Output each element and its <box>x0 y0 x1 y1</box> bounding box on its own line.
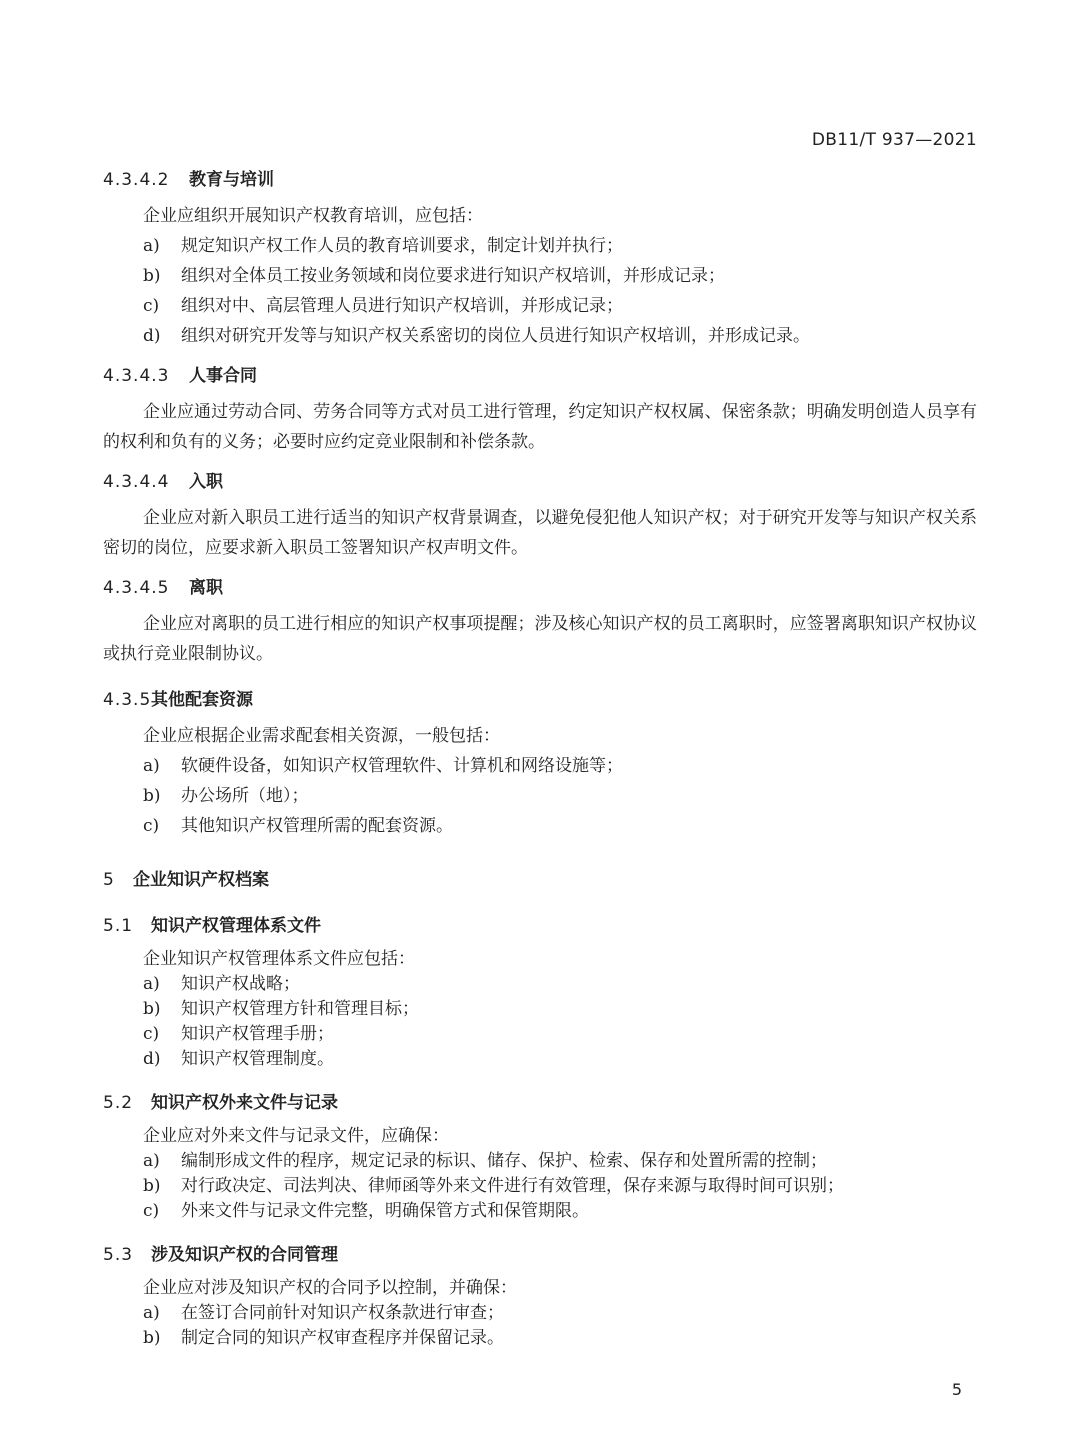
section-number: 4.3.4.5 <box>103 578 170 598</box>
list-marker: a) <box>143 236 160 256</box>
section-number: 4.3.5 <box>103 690 152 710</box>
section-title: 企业知识产权档案 <box>133 870 269 890</box>
list-item <box>103 231 977 261</box>
list-item <box>103 781 977 811</box>
list-item-text: 编制形成文件的程序，规定记录的标识、储存、保护、检索、保存和处置所需的控制； <box>181 1151 827 1171</box>
list-marker: b) <box>143 1328 161 1348</box>
list-marker: a) <box>143 1303 160 1323</box>
list-item <box>103 751 977 781</box>
section <box>103 361 977 457</box>
section-number: 4.3.4.3 <box>103 366 170 386</box>
section-heading <box>103 1088 977 1118</box>
section <box>103 1240 977 1351</box>
list-intro: 企业应根据企业需求配套相关资源，一般包括： <box>143 726 500 746</box>
list-marker: d) <box>143 1049 161 1069</box>
section <box>103 865 977 895</box>
section-title: 教育与培训 <box>189 170 274 190</box>
list-marker: b) <box>143 999 161 1019</box>
list-intro: 企业应对涉及知识产权的合同予以控制，并确保： <box>143 1278 517 1298</box>
section-heading <box>103 865 977 895</box>
list-marker: c) <box>143 816 160 836</box>
section-heading <box>103 685 977 715</box>
section-number: 4.3.4.4 <box>103 472 170 492</box>
list-marker: d) <box>143 326 161 346</box>
list-intro: 企业应组织开展知识产权教育培训，应包括： <box>143 206 483 226</box>
list-marker: a) <box>143 974 160 994</box>
section-title: 知识产权管理体系文件 <box>151 916 321 936</box>
list-item <box>103 1149 977 1174</box>
list-marker: a) <box>143 1151 160 1171</box>
page-number: 5 <box>951 1380 962 1399</box>
list-item-text: 其他知识产权管理所需的配套资源。 <box>181 816 453 836</box>
list-item-text: 对行政决定、司法判决、律师函等外来文件进行有效管理，保存来源与取得时间可识别； <box>181 1176 844 1196</box>
list-marker: b) <box>143 266 161 286</box>
list-item <box>103 321 977 351</box>
list-marker: c) <box>143 296 160 316</box>
section-number: 5 <box>103 870 115 890</box>
section <box>103 165 977 351</box>
list-marker: c) <box>143 1024 160 1044</box>
section-title: 离职 <box>189 578 223 598</box>
list-item-text: 软硬件设备，如知识产权管理软件、计算机和网络设施等； <box>181 756 623 776</box>
section-heading <box>103 467 977 497</box>
section-number: 4.3.4.2 <box>103 170 170 190</box>
list-item-text: 知识产权管理手册； <box>181 1024 334 1044</box>
list-item-text: 制定合同的知识产权审查程序并保留记录。 <box>181 1328 504 1348</box>
paragraph: 企业应对新入职员工进行适当的知识产权背景调查，以避免侵犯他人知识产权；对于研究开发等与知识产权关系密切的岗位，应要求新入职员工签署知识产权声明文件。 <box>103 508 977 558</box>
paragraph: 企业应通过劳动合同、劳务合同等方式对员工进行管理，约定知识产权权属、保密条款；明确发明创造人员享有的权利和负有的义务；必要时应约定竞业限制和补偿条款。 <box>103 402 977 452</box>
section-heading <box>103 1240 977 1270</box>
list-item <box>103 1022 977 1047</box>
section <box>103 1088 977 1224</box>
list-item <box>103 972 977 997</box>
list-item <box>103 1047 977 1072</box>
list-item <box>103 811 977 841</box>
section <box>103 911 977 1072</box>
list-marker: c) <box>143 1201 160 1221</box>
list-item <box>103 261 977 291</box>
list-item-text: 知识产权管理方针和管理目标； <box>181 999 419 1019</box>
list-item-text: 组织对全体员工按业务领域和岗位要求进行知识产权培训，并形成记录； <box>181 266 725 286</box>
paragraph: 企业应对离职的员工进行相应的知识产权事项提醒；涉及核心知识产权的员工离职时，应签署离职知识产权协议或执行竞业限制协议。 <box>103 614 977 664</box>
list-item <box>103 1174 977 1199</box>
list-item <box>103 1301 977 1326</box>
section-number: 5.3 <box>103 1245 134 1265</box>
list-intro: 企业应对外来文件与记录文件，应确保： <box>143 1126 449 1146</box>
list-item-text: 办公场所（地）； <box>181 786 309 806</box>
list-marker: a) <box>143 756 160 776</box>
section-heading <box>103 361 977 391</box>
section-heading <box>103 573 977 603</box>
section-title: 入职 <box>189 472 223 492</box>
section <box>103 467 977 563</box>
list-marker: b) <box>143 786 161 806</box>
list-item-text: 组织对中、高层管理人员进行知识产权培训，并形成记录； <box>181 296 623 316</box>
section-title: 人事合同 <box>189 366 257 386</box>
list-item <box>103 1199 977 1224</box>
list-item-text: 知识产权管理制度。 <box>181 1049 334 1069</box>
section-title: 涉及知识产权的合同管理 <box>151 1245 338 1265</box>
list-intro: 企业知识产权管理体系文件应包括： <box>143 949 415 969</box>
list-item-text: 在签订合同前针对知识产权条款进行审查； <box>181 1303 504 1323</box>
section-number: 5.1 <box>103 916 134 936</box>
document-body <box>103 163 977 1351</box>
section <box>103 573 977 669</box>
section-title: 其他配套资源 <box>151 690 253 710</box>
section-title: 知识产权外来文件与记录 <box>151 1093 338 1113</box>
list-item-text: 知识产权战略； <box>181 974 300 994</box>
list-marker: b) <box>143 1176 161 1196</box>
list-item <box>103 997 977 1022</box>
list-item-text: 外来文件与记录文件完整，明确保管方式和保管期限。 <box>181 1201 589 1221</box>
section-number: 5.2 <box>103 1093 134 1113</box>
list-item <box>103 291 977 321</box>
document-code: DB11/T 937—2021 <box>811 130 977 150</box>
list-item-text: 规定知识产权工作人员的教育培训要求，制定计划并执行； <box>181 236 623 256</box>
list-item-text: 组织对研究开发等与知识产权关系密切的岗位人员进行知识产权培训，并形成记录。 <box>181 326 810 346</box>
section-heading <box>103 911 977 941</box>
section <box>103 685 977 841</box>
section-heading <box>103 165 977 195</box>
list-item <box>103 1326 977 1351</box>
